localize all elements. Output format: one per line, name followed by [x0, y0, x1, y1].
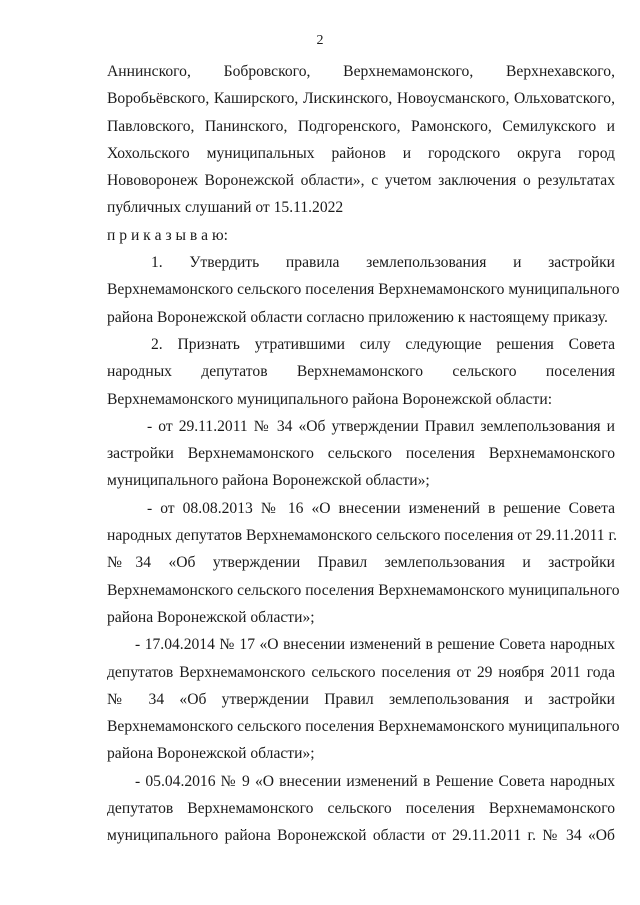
- text-line: - 05.04.2016 № 9 «О внесении изменений в Решение Совета народных: [135, 772, 615, 790]
- text-line: Хохольского муниципальных районов и городского округа город: [107, 144, 615, 162]
- document-body: [107, 58, 620, 850]
- text-line: Аннинского, Бобровского, Верхнемамонского, Верхнехавского,: [107, 63, 615, 80]
- text-line: - от 08.08.2013 № 16 «О внесении изменений в решение Совета: [147, 499, 615, 517]
- text-line: - от 29.11.2011 № 34 «Об утверждении Правил землепользования и: [147, 417, 615, 435]
- text-line: района Воронежской области согласно приложению к настоящему приказу.: [107, 308, 608, 326]
- text-line: Нововоронеж Воронежской области», с учетом заключения о результатах: [107, 172, 615, 190]
- text-line: №34 «Об утверждении Правил землепользования и застройки: [107, 554, 615, 572]
- text-line: муниципального района Воронежской области от 29.11.2011 г. № 34 «Об: [107, 827, 615, 845]
- text-line: депутатов Верхнемамонского сельского поселения Верхнемамонского: [107, 800, 615, 818]
- text-line: 1. Утвердить правила землепользования и застройки: [151, 254, 615, 272]
- text-line: п р и к а з ы в а ю:: [107, 226, 228, 244]
- text-line: Павловского, Панинского, Подгоренского, Рамонского, Семилукского и: [107, 117, 615, 135]
- text-line: депутатов Верхнемамонского сельского поселения от 29 ноября 2011 года: [107, 663, 615, 681]
- text-line: Верхнемамонского муниципального района Воронежской области:: [107, 390, 553, 408]
- text-line: 2. Признать утратившими силу следующие решения Совета: [151, 335, 615, 353]
- page-number: 2: [316, 33, 324, 48]
- text-line: муниципального района Воронежской области»;: [107, 472, 430, 490]
- text-line: публичных слушаний от 15.11.2022: [107, 199, 344, 217]
- text-line: Воробьёвского, Каширского, Лискинского, Новоусманского, Ольховатского,: [107, 90, 615, 108]
- text-line: застройки Верхнемамонского сельского поселения Верхнемамонского: [107, 445, 615, 463]
- text-line: Верхнемамонского сельского поселения Верхнемамонского муниципального: [107, 718, 620, 736]
- text-line: района Воронежской области»;: [107, 745, 315, 763]
- text-line: района Воронежской области»;: [107, 608, 315, 626]
- text-line: народных депутатов Верхнемамонского сельского поселения от 29.11.2011 г.: [107, 527, 618, 545]
- text-line: Верхнемамонского сельского поселения Верхнемамонского муниципального: [107, 281, 620, 299]
- text-line: Верхнемамонского сельского поселения Верхнемамонского муниципального: [107, 581, 620, 599]
- text-line: народных депутатов Верхнемамонского сельского поселения: [107, 363, 615, 381]
- text-line: № 34 «Об утверждении Правил землепользования и застройки: [107, 690, 615, 708]
- text-line: - 17.04.2014 № 17 «О внесении изменений в решение Совета народных: [135, 636, 615, 654]
